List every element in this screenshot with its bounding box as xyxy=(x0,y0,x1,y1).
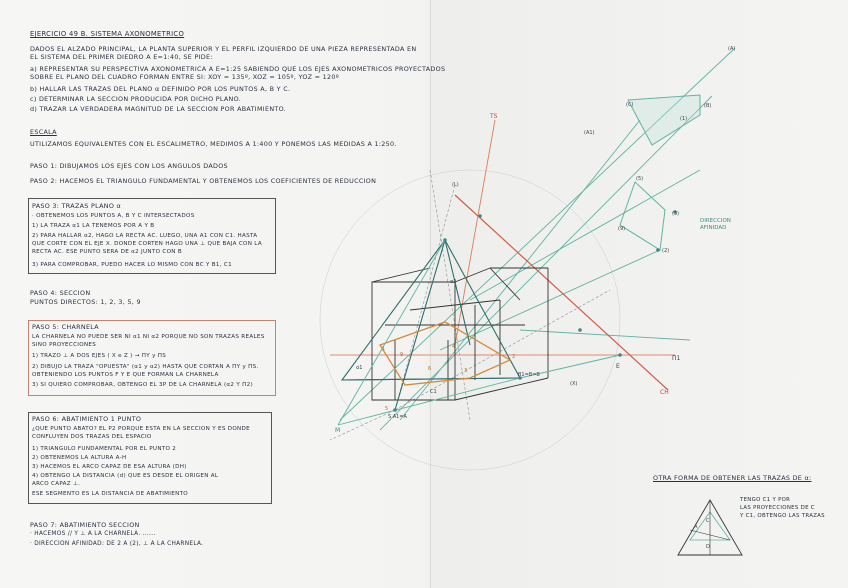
sec-label: 9 xyxy=(400,352,404,358)
pt-label: (1) xyxy=(680,116,688,122)
pt-label: (L) xyxy=(452,182,459,188)
construction-circle xyxy=(320,170,620,470)
paso6-line: 4) OBTENGO LA DISTANCIA (d) QUE ES DESDE EL ORIGEN AL xyxy=(32,473,219,479)
alt-note-line: TENGO C1 Y POR xyxy=(740,497,791,503)
point-a-label: S A1=A xyxy=(388,414,407,420)
abated-section-upper xyxy=(628,95,700,145)
point-b-label: B1=B=B xyxy=(518,372,540,378)
paso5-line: OBTENIENDO LOS PUNTOS F Y E QUE FORMAN LA CHARNELA xyxy=(32,372,219,378)
paso5-line: 1) TRAZO ⊥ A DOS EJES ( X e Z ) → ΠY y ΠS xyxy=(32,353,167,359)
paso5-line: 3) SI QUIERO COMPROBAR, OBTENGO EL 3P DE LA CHARNELA (α2 Y Π2) xyxy=(32,382,253,388)
alt-trace-diagram xyxy=(678,500,742,555)
direccion-label: DIRECCION xyxy=(700,218,731,224)
paso2-text: PASO 2: HACEMOS EL TRIANGULO FUNDAMENTAL Y OBTENEMOS LOS COEFICIENTES DE REDUCCION xyxy=(30,177,377,185)
sec-label: 2 xyxy=(512,354,516,360)
paso6-line: CONFLUYEN DOS TRAZAS DEL ESPACIO xyxy=(32,434,152,440)
alpha1-label: α1 xyxy=(356,365,363,371)
sec-label: 5 xyxy=(385,406,389,412)
pt-label: (3) xyxy=(672,211,680,217)
alt-note-line: LAS PROYECCIONES DE C xyxy=(740,505,815,511)
pt-label: (9) xyxy=(618,226,626,232)
paso7-title: PASO 7: ABATIMIENTO SECCION xyxy=(30,521,140,529)
statement-line: EL SISTEMA DEL PRIMER DIEDRO A E=1:40, SE PIDE: xyxy=(30,53,213,61)
paso4-text: PUNTOS DIRECTOS: 1, 2, 3, 5, 9 xyxy=(30,298,141,306)
sec-label: 6 xyxy=(428,366,432,372)
paso6-line: 3) HACEMOS EL ARCO CAPAZ DE ESA ALTURA (DH) xyxy=(32,464,187,470)
paso3-line: RECTA AC. ESE PUNTO SERA DE α2 JUNTO CON B xyxy=(32,249,182,255)
afinidad-label: AFINIDAD xyxy=(700,225,727,231)
paso3-title: PASO 3: TRAZAS PLANO α xyxy=(32,202,122,210)
page-title: EJERCICIO 49 B. SISTEMA AXONOMETRICO xyxy=(30,30,185,38)
paso7-line: · DIRECCION AFINIDAD: DE 2 A (2), ⊥ A LA CHARNELA. xyxy=(30,541,204,547)
paso6-line: 2) OBTENEMOS LA ALTURA A-H xyxy=(32,455,127,461)
alt-note-title: OTRA FORMA DE OBTENER LAS TRAZAS DE α: xyxy=(653,474,812,482)
paso1-text: PASO 1: DIBUJAMOS LOS EJES CON LOS ANGULOS DADOS xyxy=(30,162,228,170)
paso7-line: · HACEMOS // Y ⊥ A LA CHARNELA. ...... xyxy=(30,531,156,537)
pt-label: (C) xyxy=(626,102,634,108)
paso6-line: ESE SEGMENTO ES LA DISTANCIA DE ABATIMIENTO xyxy=(32,491,188,497)
tri-label: D xyxy=(706,544,710,550)
pi1-label: Π1 xyxy=(672,355,681,362)
paso5-title: PASO 5: CHARNELA xyxy=(32,323,99,331)
charnela-line xyxy=(455,195,668,390)
paso6-title: PASO 6: ABATIMIENTO 1 PUNTO xyxy=(32,415,142,423)
pt-label: (5) xyxy=(636,176,644,182)
paso5-line: SINO PROYECCIONES xyxy=(32,342,97,348)
paso6-line: ¿QUE PUNTO ABATO? EL P2 PORQUE ESTA EN LA SECCION Y ES DONDE xyxy=(32,426,250,432)
alpha2-label: α2 xyxy=(450,279,457,285)
pt-label: (2) xyxy=(662,248,670,254)
paso6-line: 1) TRIANGULO FUNDAMENTAL POR EL PUNTO 2 xyxy=(32,446,177,452)
ts-label: TS xyxy=(490,113,498,120)
escala-text: UTILIZAMOS EQUIVALENTES CON EL ESCALIMETRO, MEDIMOS A 1:400 Y PONEMOS LAS MEDIDAS A 1:250. xyxy=(30,140,397,148)
paso5-line: 2) DIBUJO LA TRAZA "OPUESTA" (α1 y α2) HASTA QUE CORTAN A ΠY y ΠS. xyxy=(32,364,259,370)
alt-note-line: Y C1, OBTENGO LAS TRAZAS xyxy=(740,513,825,519)
m-label: M xyxy=(335,427,341,434)
pt-label: (A) xyxy=(728,46,736,52)
paso3-line: 3) PARA COMPROBAR, PUEDO HACER LO MISMO CON BC Y B1, C1 xyxy=(32,262,232,268)
sec-label: 3 xyxy=(464,368,468,374)
pt-label: (B) xyxy=(704,103,712,109)
e-label: E xyxy=(616,363,620,370)
point-c1-label: C1 xyxy=(430,389,437,395)
paso4-title: PASO 4: SECCION xyxy=(30,289,91,297)
statement-line: DADOS EL ALZADO PRINCIPAL, LA PLANTA SUPERIOR Y EL PERFIL IZQUIERDO DE UNA PIEZA REPRESENTADA EN xyxy=(30,45,417,53)
paso5-line: LA CHARNELA NO PUEDE SER NI α1 NI α2 PORQUE NO SON TRAZAS REALES xyxy=(32,334,265,340)
sec-label: 1 xyxy=(382,346,386,352)
abated-section-lower xyxy=(620,182,665,250)
paso3-line: 2) PARA HALLAR α2, HAGO LA RECTA AC. LUEGO, UNA A1 CON C1. HASTA xyxy=(32,233,258,239)
statement-line: c) DETERMINAR LA SECCION PRODUCIDA POR DICHO PLANO. xyxy=(30,95,242,103)
tri-label: A xyxy=(694,524,698,530)
statement-line: d) TRAZAR LA VERDADERA MAGNITUD DE LA SECCION POR ABATIMIENTO. xyxy=(30,105,287,113)
statement-line: a) REPRESENTAR SU PERSPECTIVA AXONOMETRICA A E=1:25 SABIENDO QUE LOS EJES AXONOMETRICOS PROYECTADOS xyxy=(30,65,446,73)
sec-label: 4 xyxy=(452,344,456,350)
statement-line: SOBRE EL PLANO DEL CUADRO FORMAN ENTRE SI: XOY = 135º, XOZ = 105º, YOZ = 120º xyxy=(30,73,340,81)
paso3-line: · OBTENEMOS LOS PUNTOS A, B Y C INTERSECTADOS xyxy=(32,213,195,219)
paso3-line: QUE CORTE CON EL EJE X. DONDE CORTEN HAGO UNA ⊥ QUE BAJA CON LA xyxy=(32,241,262,247)
paso6-line: ARCO CAPAZ ⊥. xyxy=(32,481,81,487)
escala-heading: ESCALA xyxy=(30,128,57,136)
pt-label: (A1) xyxy=(584,130,595,136)
paso3-line: 1) LA TRAZA α1 LA TENEMOS POR A Y B xyxy=(32,223,155,229)
tri-label: C xyxy=(706,518,710,524)
statement-line: b) HALLAR LAS TRAZAS DEL PLANO α DEFINIDO POR LOS PUNTOS A, B Y C. xyxy=(30,85,291,93)
ch-label: CH xyxy=(660,389,669,396)
pt-label: (X) xyxy=(570,381,578,387)
